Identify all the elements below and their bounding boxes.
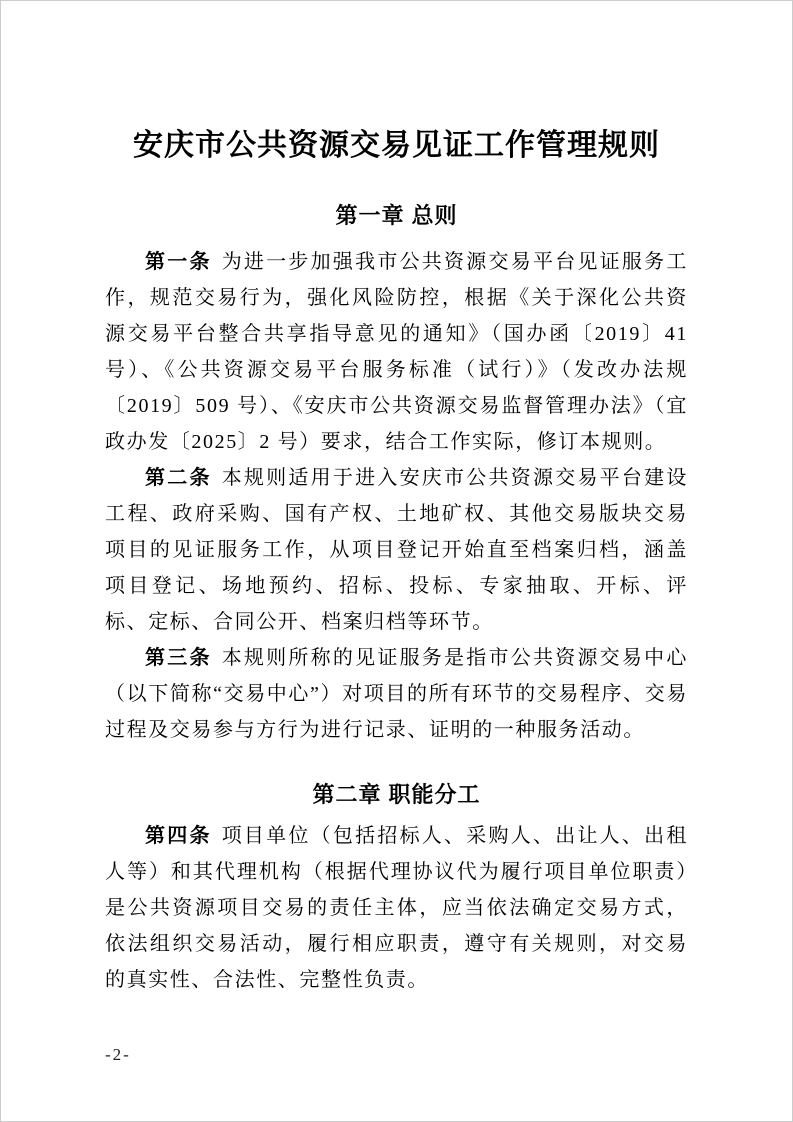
chapter-2-heading: 第二章 职能分工	[312, 782, 481, 807]
article-4-label: 第四条	[145, 825, 212, 847]
article-1	[105, 244, 688, 460]
article-1-label: 第一条	[145, 251, 212, 273]
article-4	[105, 818, 688, 998]
article-4-text: 项目单位（包括招标人、采购人、出让人、出租人等）和其代理机构（根据代理协议代为履行项目单位职责）是公共资源项目交易的责任主体，应当依法确定交易方式，依法组织交易活动，履行相应职责，遵守有关规则，对交易的真实性、合法性、完整性负责。	[105, 825, 688, 991]
article-2-text: 本规则适用于进入安庆市公共资源交易平台建设工程、政府采购、国有产权、土地矿权、其他交易版块交易项目的见证服务工作，从项目登记开始直至档案归档，涵盖项目登记、场地预约、招标、投标、专家抽取、开标、评标、定标、合同公开、档案归档等环节。	[105, 467, 688, 633]
article-3	[105, 640, 688, 748]
article-1-text: 为进一步加强我市公共资源交易平台见证服务工作，规范交易行为，强化风险防控，根据《关于深化公共资源交易平台整合共享指导意见的通知》（国办函〔2019〕41 号）、《公共资源交易平台服务标准（试行）》（发改办法规〔2019〕509 号）、《安庆市公共资源交易监督管理办法》（宜政办发〔2025〕2 号）要求，结合工作实际，修订本规则。	[105, 251, 688, 453]
chapter-1-heading: 第一章 总则	[335, 203, 458, 228]
document-title-text: 安庆市公共资源交易见证工作管理规则	[133, 129, 660, 162]
article-3-text: 本规则所称的见证服务是指市公共资源交易中心（以下简称“交易中心”）对项目的所有环节的交易程序、交易过程及交易参与方行为进行记录、证明的一种服务活动。	[105, 647, 688, 741]
article-3-label: 第三条	[145, 647, 212, 669]
document-content	[1, 125, 792, 998]
page-number: -2-	[105, 1045, 131, 1064]
article-2-label: 第二条	[145, 467, 212, 489]
article-2	[105, 460, 688, 640]
document-title	[105, 125, 688, 167]
